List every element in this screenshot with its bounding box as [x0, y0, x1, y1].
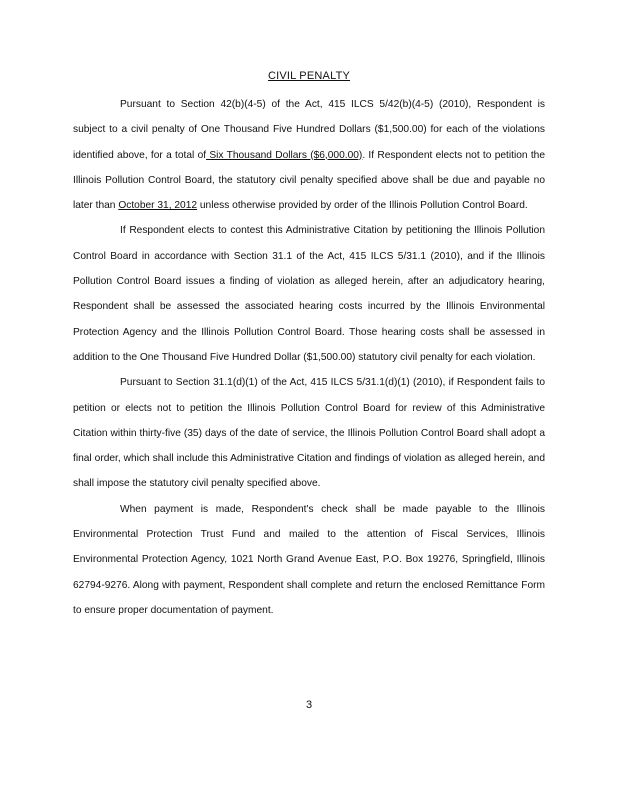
document-body [73, 92, 545, 623]
paragraph-contest-citation: If Respondent elects to contest this Administrative Citation by petitioning the Illinois Pollution Control Board in accordance with Section 31.1 of the Act, 415 ILCS 5/31.1 (2010), and if the Illinois Pollution Control Board issues a finding of violation as alleged herein, after an adjudicatory hearing, Respondent shall be assessed the associated hearing costs incurred by the Illinois Environmental Protection Agency and the Illinois Pollution Control Board. Those hearing costs shall be assessed in addition to the One Thousand Five Hundred Dollar ($1,500.00) statutory civil penalty for each violation. [73, 225, 545, 363]
paragraph-text: Pursuant to Section 42(b)(4-5) of the Act, 415 ILCS 5/42(b)(4-5) (2010), Respondent is subject to a civil penalty of One Thousand Five Hundred Dollars ($1,500.00) for each of the violations identified above, for a total of [73, 99, 545, 161]
page-number: 3 [305, 699, 313, 711]
paragraph-civil-penalty-amount [73, 92, 545, 218]
paragraph-text: unless otherwise provided by order of the Illinois Pollution Control Board. [197, 200, 528, 212]
total-penalty-amount: Six Thousand Dollars ($6,000.00) [206, 149, 363, 161]
paragraph-final-order: Pursuant to Section 31.1(d)(1) of the Act, 415 ILCS 5/31.1(d)(1) (2010), if Respondent fails to petition or elects not to petition the Illinois Pollution Control Board for review of this Administrative Citation within thirty-five (35) days of the date of service, the Illinois Pollution Control Board shall adopt a final order, which shall include this Administrative Citation and findings of violation as alleged herein, and shall impose the statutory civil penalty specified above. [73, 377, 545, 490]
paragraph-payment-instructions: When payment is made, Respondent's check shall be made payable to the Illinois Environmental Protection Trust Fund and mailed to the attention of Fiscal Services, Illinois Environmental Protection Agency, 1021 North Grand Avenue East, P.O. Box 19276, Springfield, Illinois 62794-9276. Along with payment, Respondent shall complete and return the enclosed Remittance Form to ensure proper documentation of payment. [73, 503, 545, 616]
payment-due-date: October 31, 2012 [118, 200, 198, 212]
paragraph-text: . If Respondent elects not to petition the Illinois Pollution Control Board, the statutory civil penalty specified above shall be due and payable no later than [73, 149, 546, 212]
page-title: CIVIL PENALTY [267, 70, 351, 82]
